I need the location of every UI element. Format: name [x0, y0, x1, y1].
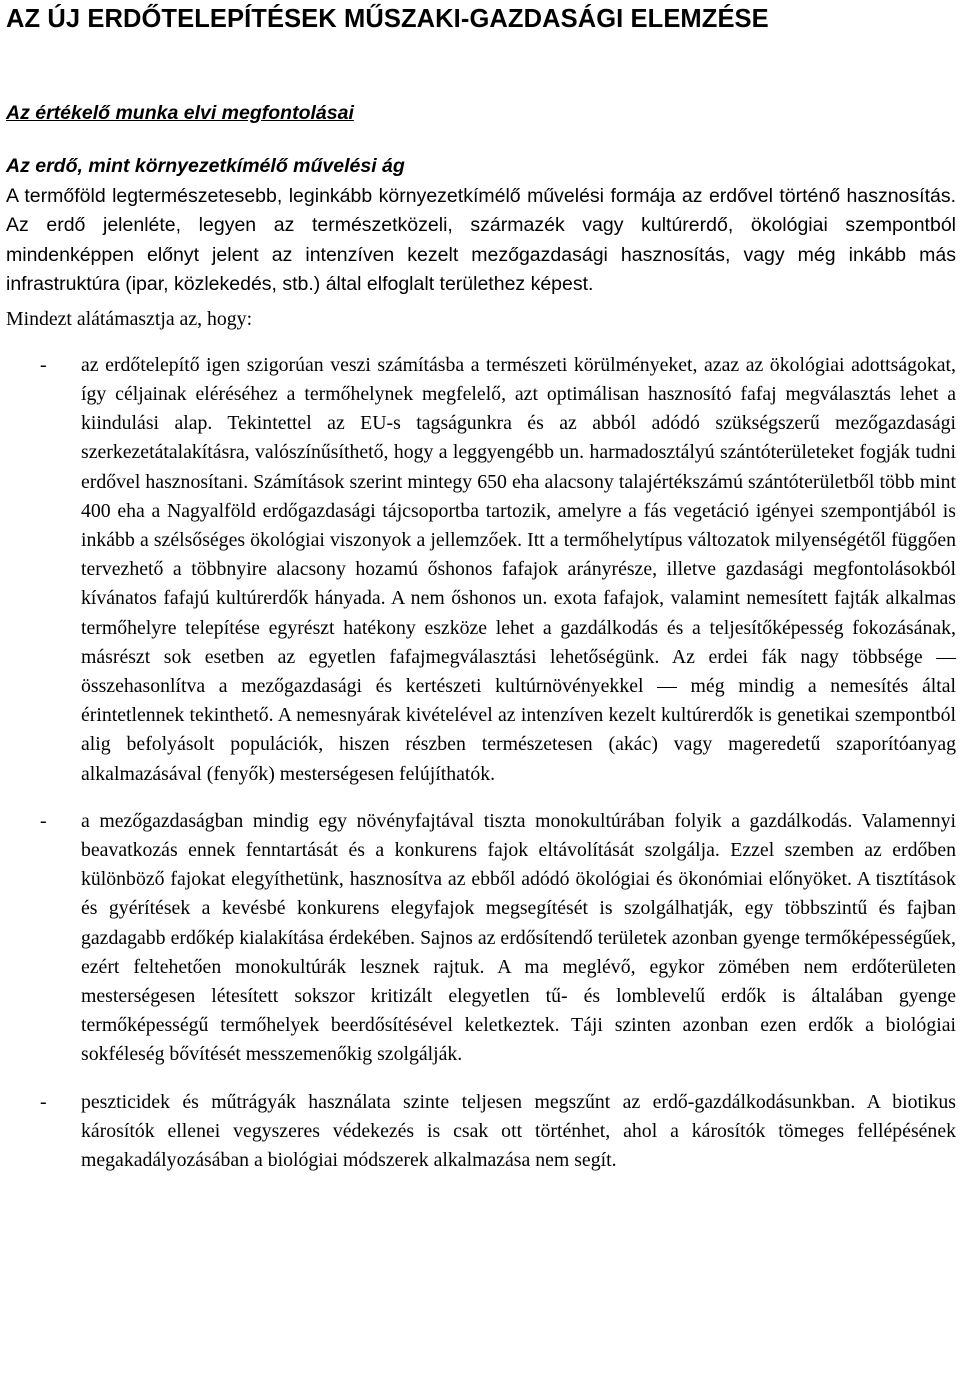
lead-in-sentence: Mindezt alátámasztja az, hogy:	[6, 307, 253, 330]
bullet-list	[6, 351, 956, 1175]
bullet-dash: -	[40, 1090, 47, 1113]
bullet-text: az erdőtelepítő igen szigorúan veszi számításba a természeti körülményeket, azaz az ökológiai adottságokat, így céljainak eléréséhez a termőhelynek megfelelő, azt optimálisan hasznosító fafaj megválasztás lehet a kiindulási alap. Tekintettel az EU-s tagságunkra és az abból adódó szükségszerű mezőgazdasági szerkezetátalakításra, valószínűsíthető, hogy a leggyengébb un. harmadosztályú szántóterületeket fogják tudni erdővel hasznosítani. Számítások szerint mintegy 650 eha alacsony talajértékszámú szántóterületből több mint 400 eha a Nagyalföld erdőgazdasági tájcsoportba tartozik, amelyre a fás vegetáció igényei szempontjából is inkább a szélsőséges ökológiai viszonyok a jellemzőek. Itt a termőhelytípus változatok milyenségétől függően tervezhető a többnyire alacsony hozamú őshonos fafajok arányrésze, illetve gazdasági megfontolásokból kívánatos fafajú kultúrerdők hányada. A nem őshonos un. exota fafajok, valamint nemesített fajták alkalmas termőhelyre telepítése egyrészt hatékony eszköze lehet a gazdálkodás és a teljesítőképesség fokozásának, másrészt sok esetben az egyetlen fafajmegválasztási lehetőségünk. Az erdei fák nagy többsége — összehasonlítva a mezőgazdasági és kertészeti kultúrnövényekkel — még mindig a nemesítés által érintetlennek tekinthető. A nemesnyárak kivételével az intenzíven kezelt kultúrerdők is genetikai szempontból alig befolyásolt populációk, hiszen részben természetesen (akác) vagy mageredetű szaporítóanyag alkalmazásával (fenyők) mesterségesen felújíthatók.	[81, 353, 956, 785]
list-item	[6, 351, 956, 789]
subheading: Az erdő, mint környezetkímélő művelési ág	[6, 155, 405, 177]
list-item	[6, 1088, 956, 1176]
section-heading: Az értékelő munka elvi megfontolásai	[6, 102, 354, 124]
document-page	[6, 0, 956, 1171]
document-body	[6, 152, 956, 1175]
bullet-dash: -	[40, 353, 47, 376]
bullet-text: a mezőgazdaságban mindig egy növényfajtával tiszta monokultúrában folyik a gazdálkodás. Valamennyi beavatkozás ennek fenntartását és a konkurens fajok eltávolítását szolgálja. Ezzel szemben az erdőben különböző fajokat elegyíthetünk, hasznosítva az ebből adódó ökológiai és ökonómiai előnyöket. A tisztítások és gyérítések a kevésbé konkurens elegyfajok megsegítését is szolgálhatják, egy többszintű és fajban gazdagabb erdőkép kialakítása érdekében. Sajnos az erdősítendő területek azonban gyenge termőképességűek, ezért feltehetően monokultúrák lesznek rajtuk. A ma meglévő, egykor zömében nem erdőterületen mesterségesen létesített sokszor kritizált elegyetlen tű- és lomblevelű erdők is általában gyenge termőképességű termőhelyek beerdősítésével keletkeztek. Táji szinten azonban ezen erdők a biológiai sokféleség bővítését messzemenőkig szolgálják.	[81, 809, 956, 1066]
list-item	[6, 807, 956, 1070]
intro-paragraph: A termőföld legtermészetesebb, leginkább környezetkímélő művelési formája az erdővel történő hasznosítás. Az erdő jelenléte, legyen az természetközeli, származék vagy kultúrerdő, ökológiai szempontból mindenképpen előnyt jelent az intenzíven kezelt mezőgazdasági hasznosítás, vagy még inkább más infrastruktúra (ipar, közlekedés, stb.) által elfoglalt területhez képest.	[6, 184, 956, 295]
document-title: AZ ÚJ ERDŐTELEPÍTÉSEK MŰSZAKI-GAZDASÁGI ELEMZÉSE	[6, 5, 769, 33]
bullet-text: peszticidek és műtrágyák használata szinte teljesen megszűnt az erdő-gazdálkodásunkban. A biotikus károsítók ellenei vegyszeres védekezés is csak ott történhet, ahol a károsítók tömeges fellépésének megakadályozásában a biológiai módszerek alkalmazása nem segít.	[81, 1090, 956, 1171]
bullet-dash: -	[40, 809, 47, 832]
